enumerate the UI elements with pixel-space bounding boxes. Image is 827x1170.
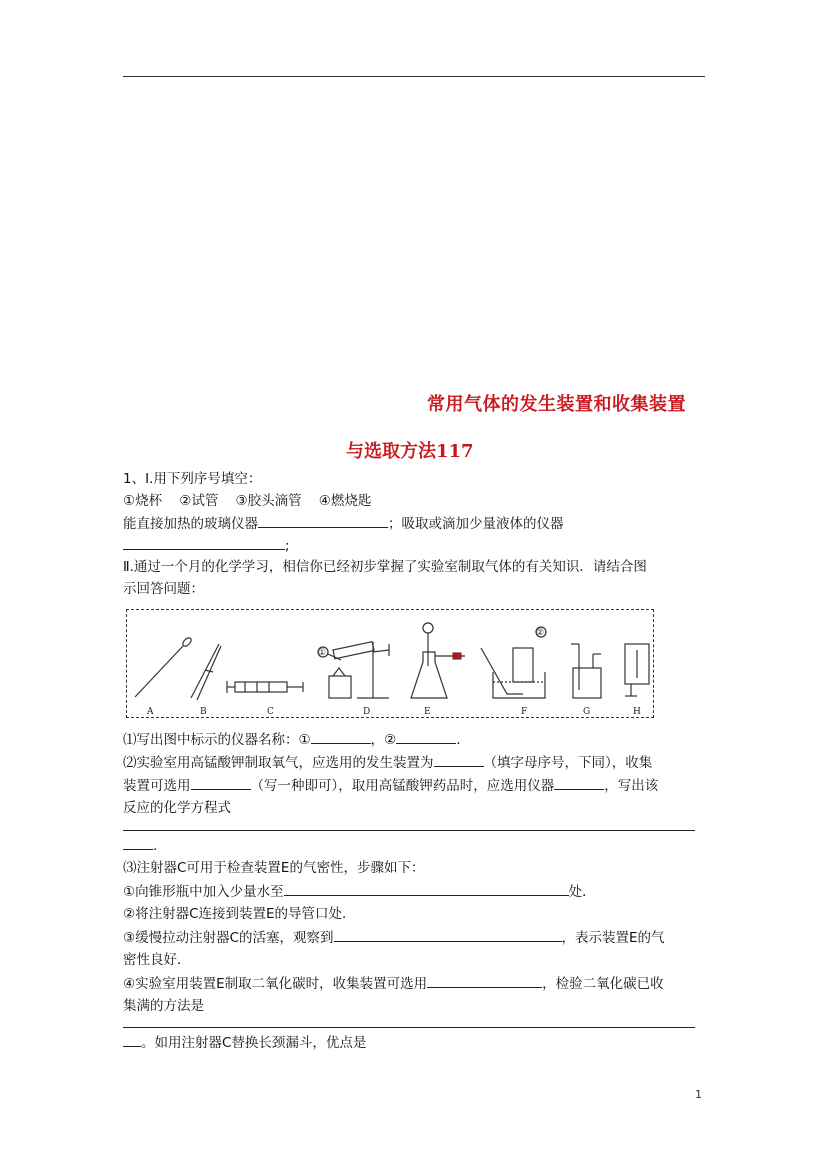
q-part-3b-text: （写一种即可），取用高锰酸钾药品时，应选用仪器 [250, 778, 555, 794]
q-part-3-step-2: ②将注射器C连接到装置E的导管口处． [123, 906, 356, 922]
q-part-1 [123, 729, 470, 750]
answer-blank[interactable] [427, 973, 542, 988]
label-g: G [583, 707, 591, 717]
q-part-2-line-1 [123, 752, 652, 773]
q1-options: ①烧杯 ②试管 ③胶头滴管 ④燃烧匙 [123, 493, 372, 509]
q-part-3a-text: 装置可选用 [123, 778, 191, 794]
q-part-3-step-1 [123, 881, 596, 902]
label-e: E [424, 707, 431, 717]
step-3-end: ，表示装置E的气 [561, 930, 665, 946]
q1-l1-text-b: ；吸取或滴加少量液体的仪器 [388, 516, 564, 532]
q-part-3-step-3 [123, 927, 665, 948]
tweezers-icon [191, 644, 221, 700]
gas-bottle-icon [571, 644, 601, 698]
step-4-end: ，检验二氧化碳已收 [542, 976, 664, 992]
conical-flask-icon [411, 623, 465, 698]
label-c: C [267, 707, 274, 717]
q-part-3-step-4-cont: 集满的方法是 [123, 998, 204, 1014]
title-line-1: 常用气体的发生装置和收集装置 [427, 394, 686, 415]
step-4-text: ④实验室用装置E制取二氧化碳时，收集装置可选用 [123, 976, 428, 992]
label-d: D [363, 707, 371, 717]
page-number: 1 [695, 1088, 702, 1101]
answer-blank[interactable] [334, 927, 562, 942]
syringe-icon [227, 681, 303, 693]
q-part-3c-text: ，写出该 [604, 778, 659, 794]
answer-blank[interactable] [284, 881, 569, 896]
label-mark-2: ② [536, 628, 545, 638]
apparatus-drawing [127, 610, 653, 717]
answer-blank[interactable] [311, 729, 371, 744]
q-part-1-mid: ，② [370, 732, 397, 748]
q-part-3-step-4 [123, 973, 664, 994]
last-line-text: 。如用注射器C替换长颈漏斗，优点是 [141, 1035, 367, 1051]
step-3-text: ③缓慢拉动注射器C的活塞，观察到 [123, 930, 334, 946]
apparatus-figure [126, 609, 654, 718]
inverted-bottle-icon [625, 644, 649, 696]
q-part-2b-text: （填字母序号，下同），收集 [483, 755, 653, 771]
label-a: A [147, 707, 154, 717]
q-part-2a-text: ⑵实验室用高锰酸钾制取氧气，应选用的发生装置为 [123, 755, 434, 771]
q1-l1-text-a: 能直接加热的玻璃仪器 [123, 516, 258, 532]
label-f: F [521, 707, 528, 717]
answer-blank[interactable] [191, 775, 251, 790]
answer-blank[interactable] [434, 752, 484, 767]
q-part-3-heading: ⑶注射器C可用于检查装置E的气密性，步骤如下： [123, 860, 425, 876]
answer-blank[interactable] [396, 729, 456, 744]
answer-line[interactable] [123, 830, 695, 831]
q1-line-2 [123, 535, 290, 556]
label-b: B [200, 707, 207, 717]
q-part-3-last-line [123, 1032, 366, 1053]
label-mark-1: ① [318, 648, 327, 658]
q-part-1-text: ⑴写出图中标示的仪器名称：① [123, 732, 311, 748]
label-h: H [633, 707, 641, 717]
answer-line[interactable] [123, 1027, 695, 1028]
step-1-text: ①向锥形瓶中加入少量水至 [123, 884, 284, 900]
answer-blank[interactable] [554, 775, 604, 790]
header-rule [123, 76, 705, 77]
q-part-2-end: . [153, 838, 158, 854]
answer-blank[interactable] [123, 1032, 141, 1047]
q-part-3-step-3-cont: 密性良好． [123, 952, 191, 968]
q1-line-1 [123, 513, 564, 534]
answer-blank[interactable] [123, 835, 153, 850]
title-line-2: 与选取方法117 [346, 441, 474, 462]
q1-part2-intro-a: Ⅱ.通过一个月的化学学习，相信你已经初步掌握了实验室制取气体的有关知识．请结合图 [123, 559, 647, 575]
heating-apparatus-icon [318, 642, 389, 698]
q-part-2-line-3: 反应的化学方程式 [123, 800, 231, 816]
q-part-2-line-2 [123, 775, 658, 796]
q1-part2-intro-b: 示回答问题： [123, 581, 204, 597]
spoon-icon [135, 636, 193, 697]
answer-blank[interactable] [123, 535, 285, 550]
answer-blank[interactable] [258, 513, 388, 528]
q-part-1-end: ． [456, 732, 470, 748]
q1-heading: 1、Ⅰ.用下列序号填空： [123, 471, 262, 487]
q-part-2-line-5 [123, 835, 157, 856]
q1-l2-text: ; [285, 538, 290, 554]
step-1-end: 处． [568, 884, 596, 900]
